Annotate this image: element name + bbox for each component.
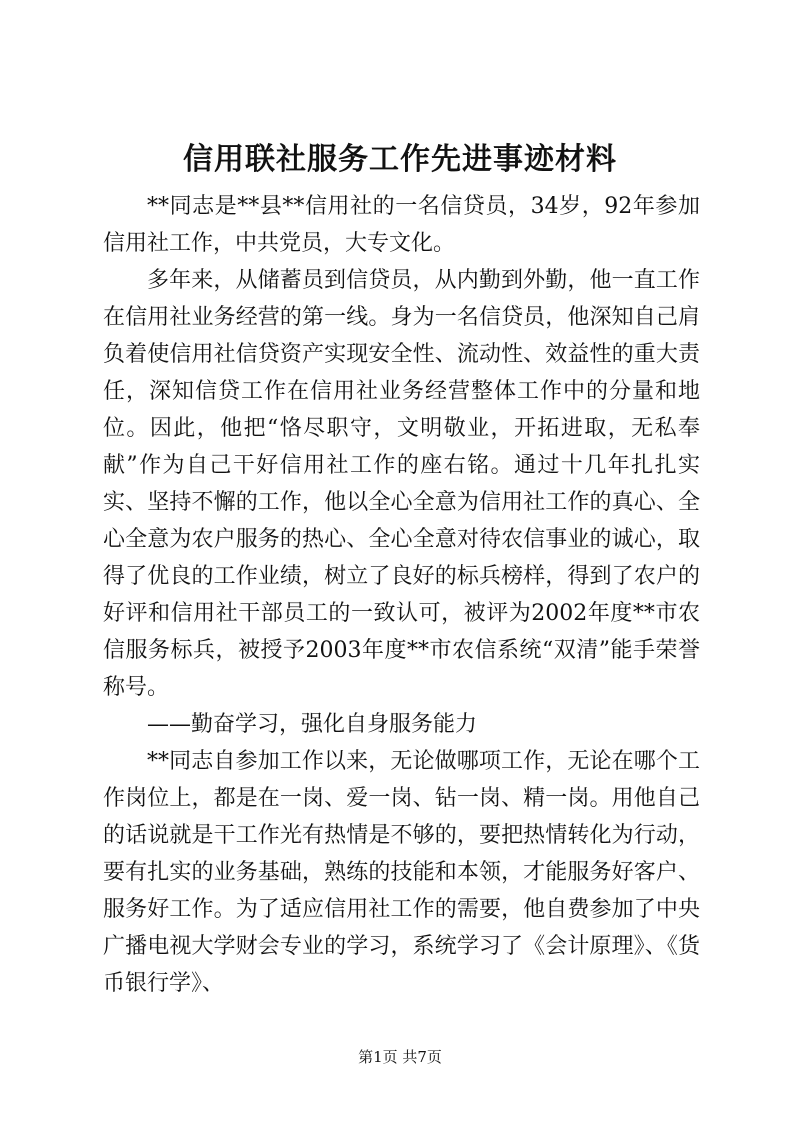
page-title: 信用联社服务工作先进事迹材料 [183, 142, 617, 177]
paragraph-study: **同志自参加工作以来，无论做哪项工作，无论在哪个工作岗位上，都是在一岗、爱一岗、钻一岗、精一岗。用他自己的话说就是干工作光有热情是不够的，要把热情转化为行动，要有扎实的业务基础，熟练的技能和本领，才能服务好客户、服务好工作。为了适应信用社工作的需要，他自费参加了中央广播电视大学财会专业的学习，系统学习了《会计原理》、《货币银行学》、 [103, 749, 700, 996]
section-heading-study: ——勤奋学习，强化自身服务能力 [147, 712, 478, 737]
paragraph-intro: **同志是**县**信用社的一名信贷员，34岁，92年参加信用社工作，中共党员，大专文化。 [103, 194, 700, 256]
document-body [103, 188, 700, 1002]
paragraph-career: 多年来，从储蓄员到信贷员，从内勤到外勤，他一直工作在信用社业务经营的第一线。身为一名信贷员，他深知自己肩负着使信用社信贷资产实现安全性、流动性、效益性的重大责任，深知信贷工作在信用社业务经营整体工作中的分量和地位。因此，他把“恪尽职守，文明敬业，开拓进取，无私奉献”作为自己干好信用社工作的座右铭。通过十几年扎扎实实、坚持不懈的工作，他以全心全意为信用社工作的真心、全心全意为农户服务的热心、全心全意对待农信事业的诚心，取得了优良的工作业绩，树立了良好的标兵榜样，得到了农户的好评和信用社干部员工的一致认可，被评为2002年度**市农信服务标兵，被授予2003年度**市农信系统“双清”能手荣誉称号。 [103, 268, 700, 700]
page-number-footer: 第1页 共7页 [358, 1048, 442, 1066]
